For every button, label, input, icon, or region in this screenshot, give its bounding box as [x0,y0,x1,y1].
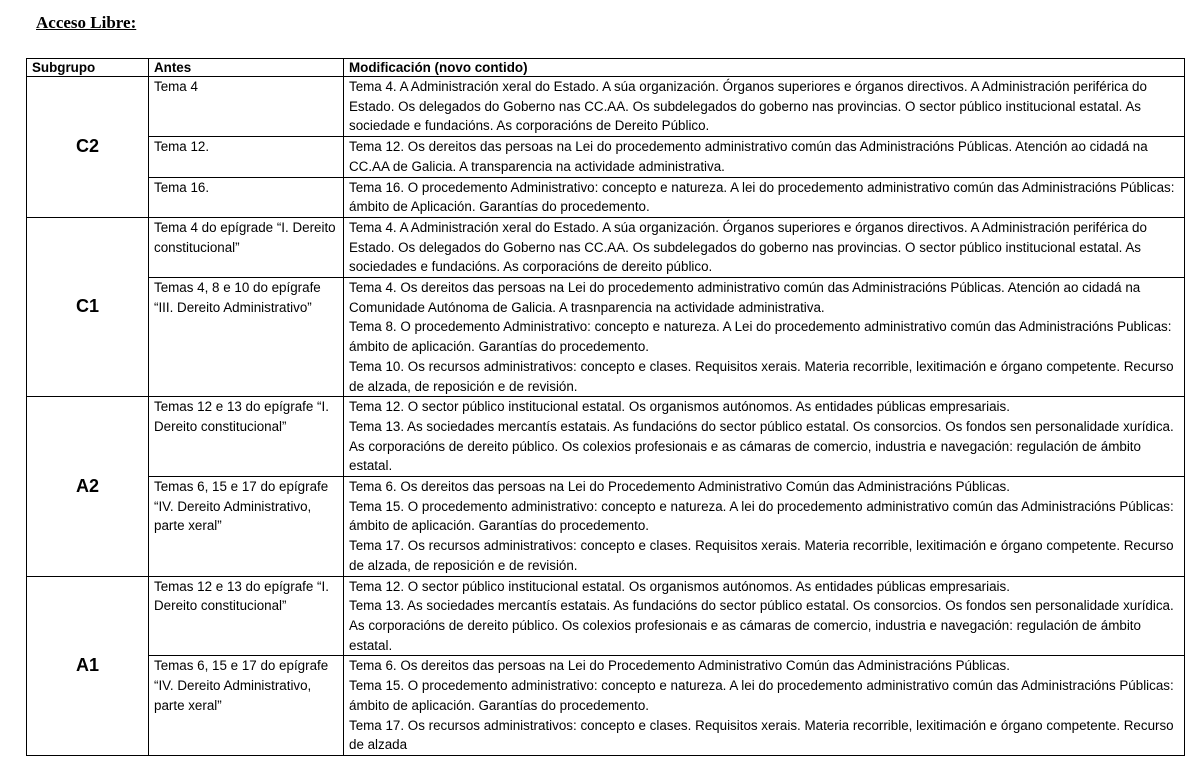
modificacion-cell [344,477,1185,577]
tema-paragraph: Tema 16. O procedemento Administrativo: concepto e natureza. A lei do procedemento administrativo común das Administracións Públicas: ámbito de Aplicación. Garantías do procedemento. [349,179,1175,215]
antes-cell [149,177,344,217]
table-row [27,177,1185,217]
table-row [27,576,1185,656]
tema-paragraph: Tema 4. A Administración xeral do Estado. A súa organización. Órganos superiores e órganos directivos. A Administración periférica do Estado. Os delegados do Goberno nas CC.AA. Os subdelegados do goberno nas provincias. O sector público institucional estatal. As sociedade e fundacións. As corporacións de Dereito Público. [349,79,1147,134]
tema-paragraph: Tema 17. Os recursos administrativos: concepto e clases. Requisitos xerais. Materia recorrible, lexitimación e órgano competente. Recurso de alzada [349,717,1174,753]
tema-paragraph: Tema 12. O sector público institucional estatal. Os organismos autónomos. As entidades públicas empresariais. [349,578,1010,594]
antes-text: Temas 12 e 13 do epígrafe “I. Dereito constitucional” [154,399,329,434]
table-header-row [27,59,1185,77]
modifications-table [26,58,1185,756]
subgrupo-cell: C1 [27,217,149,396]
antes-text: Tema 4 do epígrade “I. Dereito constitucional” [154,219,336,255]
table-row [27,397,1185,477]
modificacion-cell [344,576,1185,656]
antes-cell [149,656,344,756]
antes-text: Temas 12 e 13 do epígrafe “I. Dereito constitucional” [154,578,329,614]
tema-paragraph: Tema 15. O procedemento administrativo: concepto e natureza. A lei do procedemento administrativo común das Administracións Públicas: ámbito de aplicación. Garantías do procedemento. [349,678,1174,713]
antes-text: Temas 6, 15 e 17 do epígrafe “IV. Dereito Administrativo, parte xeral” [154,479,329,534]
antes-text: Tema 4 [154,79,198,94]
tema-paragraph: Tema 12. O sector público institucional estatal. Os organismos autónomos. As entidades públicas empresariais. [349,399,1010,415]
tema-paragraph: Tema 17. Os recursos administrativos: concepto e clases. Requisitos xerais. Materia recorrible, lexitimación e órgano competente. Recurso de alzada, de reposición e de revisión. [349,538,1174,573]
modificacion-cell [344,397,1185,477]
subgrupo-cell: A2 [27,397,149,576]
tema-paragraph: Tema 4. Os dereitos das persoas na Lei do procedemento administrativo común das Administracións Públicas. Atención ao cidadá na Comunidade Autónoma de Galicia. A trasnparencia na actividade administrativa. [349,280,1141,315]
tema-paragraph: Tema 10. Os recursos administrativos: concepto e clases. Requisitos xerais. Materia recorrible, lexitimación e órgano competente. Recurso de alzada, de reposición e de revisión. [349,358,1174,394]
table-row [27,77,1185,137]
modificacion-cell [344,177,1185,217]
table-row [27,217,1185,277]
tema-paragraph: Tema 13. As sociedades mercantís estatais. As fundacións do sector público estatal. Os consorcios. Os fondos sen personalidade xurídica. As corporacións de dereito público. Os colexios profesionais e as cámaras de comercio, industria e navegación: regulación de ámbito estatal. [349,598,1174,653]
antes-cell [149,217,344,277]
antes-cell [149,576,344,656]
antes-cell [149,137,344,177]
table-row [27,278,1185,397]
tema-paragraph: Tema 13. As sociedades mercantís estatais. As fundacións do sector público estatal. Os consorcios. Os fondos sen personalidade xurídica. As corporacións de dereito público. Os colexios profesionais e as cámaras de comercio, industria e navegación: regulación de ámbito estatal. [349,418,1174,474]
subgrupo-cell: C2 [27,77,149,218]
modificacion-cell [344,217,1185,277]
antes-cell [149,397,344,477]
tema-paragraph: Tema 4. A Administración xeral do Estado. A súa organización. Órganos superiores e órganos directivos. A Administración periférica do Estado. Os delegados do Goberno nas CC.AA. Os subdelegados do goberno nas provincias. O sector público institucional estatal. As sociedades e fundacións. As corporacións de dereito público. [349,219,1147,275]
table-row [27,477,1185,577]
modificacion-cell [344,77,1185,137]
tema-paragraph: Tema 6. Os dereitos das persoas na Lei do Procedemento Administrativo Común das Administracións Públicas. [349,658,1010,674]
antes-cell [149,77,344,137]
modificacion-cell [344,656,1185,756]
antes-text: Temas 6, 15 e 17 do epígrafe “IV. Dereito Administrativo, parte xeral” [154,658,329,713]
antes-text: Tema 12. [154,139,210,155]
tema-paragraph: Tema 6. Os dereitos das persoas na Lei do Procedemento Administrativo Común das Administracións Públicas. [349,479,1010,495]
antes-cell [149,278,344,397]
antes-text: Temas 4, 8 e 10 do epígrafe “III. Dereito Administrativo” [154,280,321,315]
tema-paragraph: Tema 15. O procedemento administrativo: concepto e natureza. A lei do procedemento administrativo común das Administracións Públicas: ámbito de aplicación. Garantías do procedemento. [349,498,1174,534]
header-subgrupo: Subgrupo [27,59,149,77]
modificacion-cell [344,278,1185,397]
tema-paragraph: Tema 12. Os dereitos das persoas na Lei do procedemento administrativo común das Administracións Públicas. Atención ao cidadá na CC.AA de Galicia. A transparencia na actividade administrativa. [349,139,1148,174]
tema-paragraph: Tema 8. O procedemento Administrativo: concepto e natureza. A Lei do procedemento administrativo común das Administracións Publicas: ámbito de aplicación. Garantías do procedemento. [349,319,1172,355]
header-antes: Antes [149,59,344,77]
table-row [27,656,1185,756]
antes-text: Tema 16. [154,179,210,195]
modificacion-cell [344,137,1185,177]
antes-cell [149,477,344,577]
subgrupo-cell: A1 [27,576,149,755]
header-modificacion: Modificación (novo contido) [344,59,1185,77]
table-body [27,77,1185,756]
table-row [27,137,1185,177]
document-title: Acceso Libre: [36,13,137,32]
